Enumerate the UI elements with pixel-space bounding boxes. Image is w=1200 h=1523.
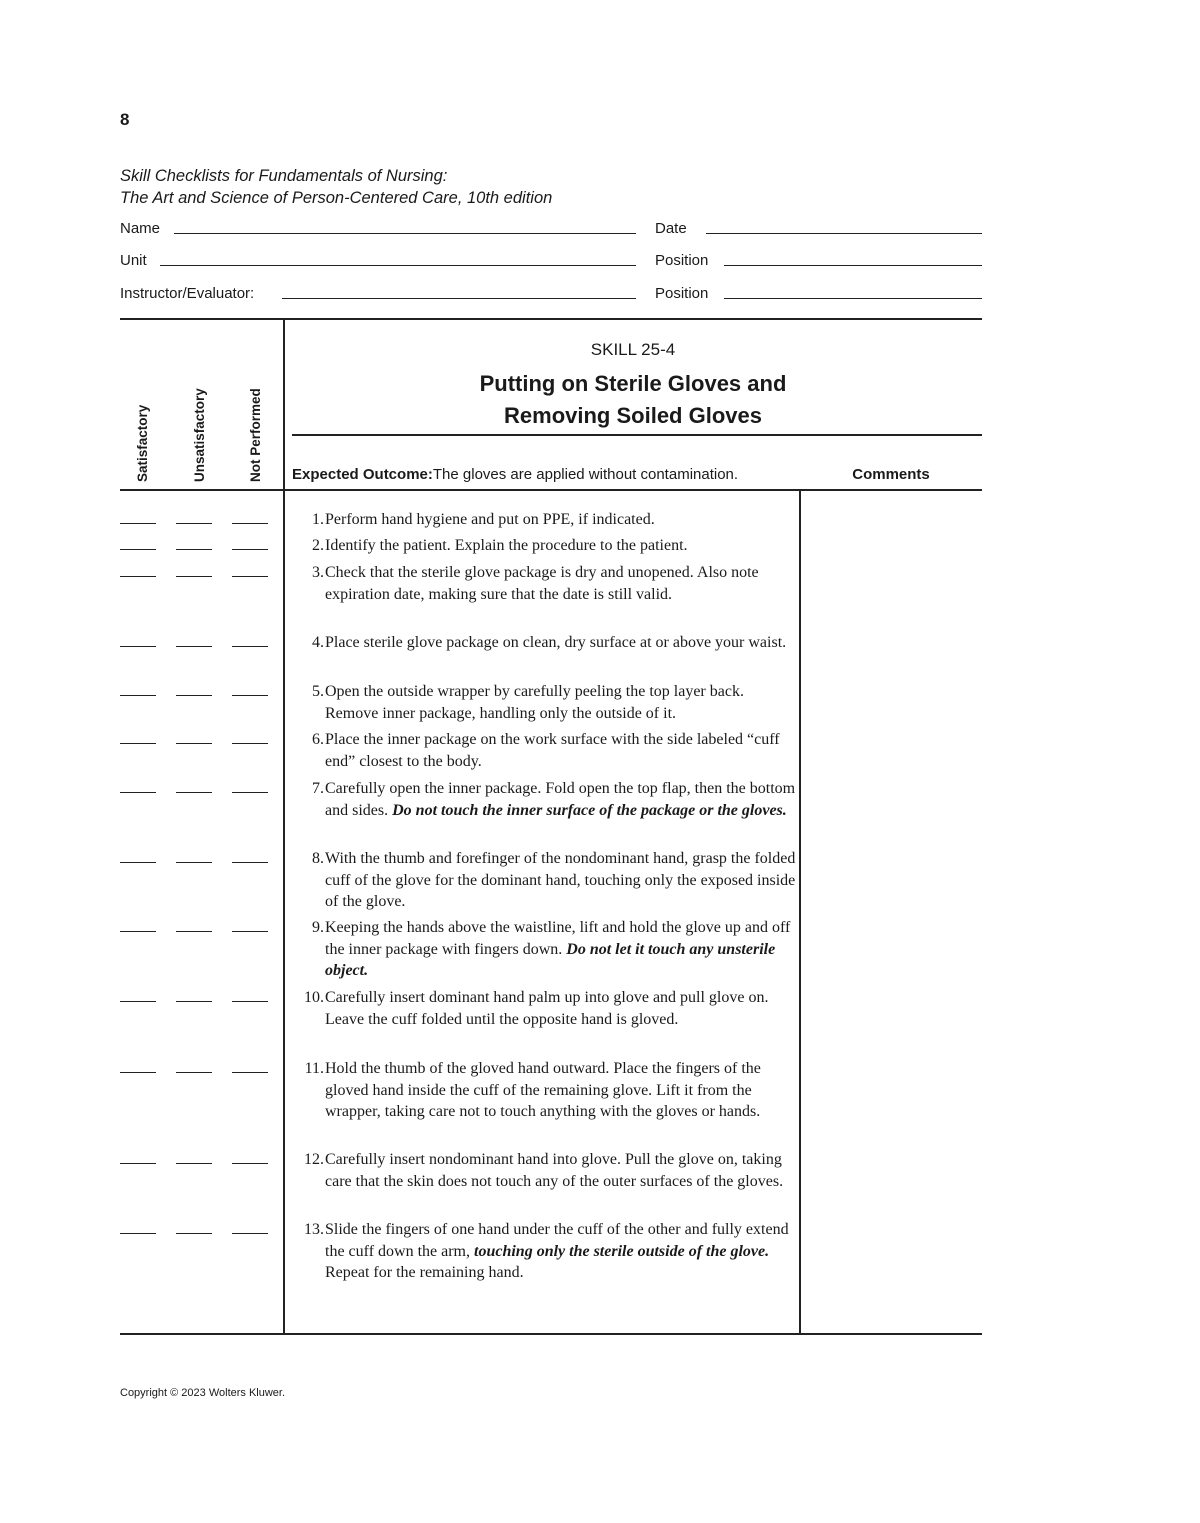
- table-divider-left: [283, 319, 285, 1335]
- step-text: [325, 509, 797, 531]
- satisfactory-blank[interactable]: [120, 1001, 156, 1002]
- step-body: Identify the patient. Explain the procedure to the patient.: [325, 537, 688, 554]
- name-field[interactable]: [174, 233, 636, 234]
- header-bottom-rule: [120, 489, 982, 491]
- step-body: With the thumb and forefinger of the nondominant hand, grasp the folded cuff of the glove for the dominant hand, touching only the exposed inside of the glove.: [325, 850, 796, 910]
- step-number: 4.: [312, 634, 324, 651]
- step-item: [292, 509, 797, 531]
- book-title-line2: The Art and Science of Person-Centered Care, 10th edition: [120, 189, 553, 207]
- position-field-2[interactable]: [724, 298, 982, 299]
- comments-divider: [799, 490, 801, 1335]
- satisfactory-blank[interactable]: [120, 549, 156, 550]
- col-header-not-performed: Not Performed: [248, 388, 263, 482]
- not-performed-blank[interactable]: [232, 1163, 268, 1164]
- date-label: Date: [655, 220, 687, 237]
- step-emphasis: Do not touch the inner surface of the package or the gloves.: [392, 801, 787, 819]
- step-text: [325, 987, 797, 1030]
- satisfactory-blank[interactable]: [120, 1233, 156, 1234]
- step-body: Carefully insert nondominant hand into glove. Pull the glove on, taking care that the skin does not touch any of the outer surfaces of the gloves.: [325, 1151, 784, 1190]
- step-body: Perform hand hygiene and put on PPE, if indicated.: [325, 511, 655, 528]
- step-body: Place the inner package on the work surface with the side labeled “cuff end” closest to the body.: [325, 731, 780, 770]
- satisfactory-blank[interactable]: [120, 646, 156, 647]
- satisfactory-blank[interactable]: [120, 1163, 156, 1164]
- comments-header: Comments: [852, 466, 930, 483]
- step-text: [325, 729, 797, 772]
- step-text: [325, 632, 797, 654]
- satisfactory-blank[interactable]: [120, 576, 156, 577]
- unit-label: Unit: [120, 252, 147, 269]
- step-text-after: Repeat for the remaining hand.: [325, 1264, 524, 1281]
- not-performed-blank[interactable]: [232, 931, 268, 932]
- book-title-line1: Skill Checklists for Fundamentals of Nursing:: [120, 167, 448, 185]
- not-performed-blank[interactable]: [232, 862, 268, 863]
- step-body: Open the outside wrapper by carefully peeling the top layer back. Remove inner package, handling only the outside of it.: [325, 683, 744, 722]
- col-header-satisfactory: Satisfactory: [135, 404, 150, 482]
- not-performed-blank[interactable]: [232, 743, 268, 744]
- satisfactory-blank[interactable]: [120, 523, 156, 524]
- expected-outcome-label: Expected Outcome:: [292, 466, 433, 483]
- not-performed-blank[interactable]: [232, 1072, 268, 1073]
- step-emphasis: Do not let it touch any unsterile object.: [325, 940, 776, 979]
- step-number: 12.: [304, 1151, 324, 1168]
- step-body: Carefully insert dominant hand palm up into glove and pull glove on. Leave the cuff folded until the opposite hand is gloved.: [325, 989, 769, 1028]
- unit-field[interactable]: [160, 265, 636, 266]
- not-performed-blank[interactable]: [232, 792, 268, 793]
- step-text: [325, 778, 797, 821]
- step-number: 9.: [312, 919, 324, 936]
- satisfactory-blank[interactable]: [120, 743, 156, 744]
- book-title: [120, 165, 552, 209]
- position-label-2: Position: [655, 285, 709, 302]
- step-item: [292, 562, 797, 603]
- not-performed-blank[interactable]: [232, 1233, 268, 1234]
- step-number: 8.: [312, 850, 324, 867]
- step-body: Keeping the hands above the waistline, lift and hold the glove up and off the inner package with fingers down.: [325, 919, 791, 958]
- step-text: [325, 848, 797, 913]
- step-text: [325, 917, 797, 982]
- step-item: [292, 1219, 797, 1281]
- skill-title: [284, 368, 982, 432]
- step-number: 3.: [312, 564, 324, 581]
- copyright: Copyright © 2023 Wolters Kluwer.: [120, 1387, 286, 1399]
- not-performed-blank[interactable]: [232, 695, 268, 696]
- step-number: 1.: [312, 511, 324, 528]
- title-underline-rule: [292, 434, 982, 436]
- instructor-label: Instructor/Evaluator:: [120, 285, 255, 302]
- unsatisfactory-blank[interactable]: [176, 695, 212, 696]
- not-performed-blank[interactable]: [232, 523, 268, 524]
- unsatisfactory-blank[interactable]: [176, 549, 212, 550]
- unsatisfactory-blank[interactable]: [176, 1001, 212, 1002]
- step-text: [325, 1058, 797, 1123]
- table-bottom-rule: [120, 1333, 982, 1335]
- step-text: [325, 1149, 797, 1192]
- satisfactory-blank[interactable]: [120, 792, 156, 793]
- step-emphasis: touching only the sterile outside of the glove.: [474, 1242, 770, 1260]
- not-performed-blank[interactable]: [232, 576, 268, 577]
- satisfactory-blank[interactable]: [120, 1072, 156, 1073]
- table-top-rule: [120, 318, 982, 320]
- step-number: 10.: [304, 989, 324, 1006]
- step-text-before: Slide the fingers of one hand under the cuff of the other and fully extend the cuff down the arm,: [325, 1221, 789, 1260]
- unsatisfactory-blank[interactable]: [176, 1163, 212, 1164]
- step-number: 7.: [312, 780, 324, 797]
- satisfactory-blank[interactable]: [120, 695, 156, 696]
- step-text: [325, 1219, 797, 1284]
- step-number: 11.: [304, 1060, 324, 1077]
- step-item: [292, 681, 797, 722]
- step-body: Place sterile glove package on clean, dry surface at or above your waist.: [325, 634, 787, 651]
- step-item: [292, 848, 797, 910]
- name-label: Name: [120, 220, 161, 237]
- position-field-1[interactable]: [724, 265, 982, 266]
- expected-outcome: [292, 466, 738, 483]
- step-number: 2.: [312, 537, 324, 554]
- step-text: [325, 681, 797, 724]
- step-text: [325, 562, 797, 605]
- step-number: 13.: [304, 1221, 324, 1238]
- step-body: Carefully open the inner package. Fold open the top flap, then the bottom and sides.: [325, 780, 796, 819]
- unsatisfactory-blank[interactable]: [176, 646, 212, 647]
- page-number: 8: [120, 110, 130, 129]
- step-text: [325, 535, 797, 557]
- unsatisfactory-blank[interactable]: [176, 931, 212, 932]
- unsatisfactory-blank[interactable]: [176, 523, 212, 524]
- expected-outcome-text: The gloves are applied without contamination.: [432, 466, 739, 483]
- step-item: [292, 987, 797, 1028]
- step-item: [292, 917, 797, 979]
- date-field[interactable]: [706, 233, 982, 234]
- not-performed-blank[interactable]: [232, 549, 268, 550]
- not-performed-blank[interactable]: [232, 1001, 268, 1002]
- step-item: [292, 729, 797, 770]
- unsatisfactory-blank[interactable]: [176, 862, 212, 863]
- unsatisfactory-blank[interactable]: [176, 1072, 212, 1073]
- step-item: [292, 535, 797, 557]
- unsatisfactory-blank[interactable]: [176, 792, 212, 793]
- step-item: [292, 778, 797, 819]
- satisfactory-blank[interactable]: [120, 862, 156, 863]
- skill-title-line2: Removing Soiled Gloves: [504, 403, 762, 428]
- satisfactory-blank[interactable]: [120, 931, 156, 932]
- position-label-1: Position: [655, 252, 709, 269]
- skill-title-line1: Putting on Sterile Gloves and: [479, 371, 787, 396]
- step-number: 6.: [312, 731, 324, 748]
- step-body: Check that the sterile glove package is dry and unopened. Also note expiration date, making sure that the date is still valid.: [325, 564, 759, 603]
- unsatisfactory-blank[interactable]: [176, 576, 212, 577]
- unsatisfactory-blank[interactable]: [176, 743, 212, 744]
- step-item: [292, 1058, 797, 1120]
- not-performed-blank[interactable]: [232, 646, 268, 647]
- step-body: Hold the thumb of the gloved hand outward. Place the fingers of the gloved hand inside the cuff of the remaining glove. Lift it from the wrapper, taking care not to touch anything with the gloves or hands.: [325, 1060, 761, 1120]
- instructor-field[interactable]: [282, 298, 636, 299]
- unsatisfactory-blank[interactable]: [176, 1233, 212, 1234]
- step-item: [292, 1149, 797, 1190]
- step-number: 5.: [312, 683, 324, 700]
- skill-number: SKILL 25-4: [590, 340, 676, 359]
- step-item: [292, 632, 797, 654]
- col-header-unsatisfactory: Unsatisfactory: [192, 388, 207, 482]
